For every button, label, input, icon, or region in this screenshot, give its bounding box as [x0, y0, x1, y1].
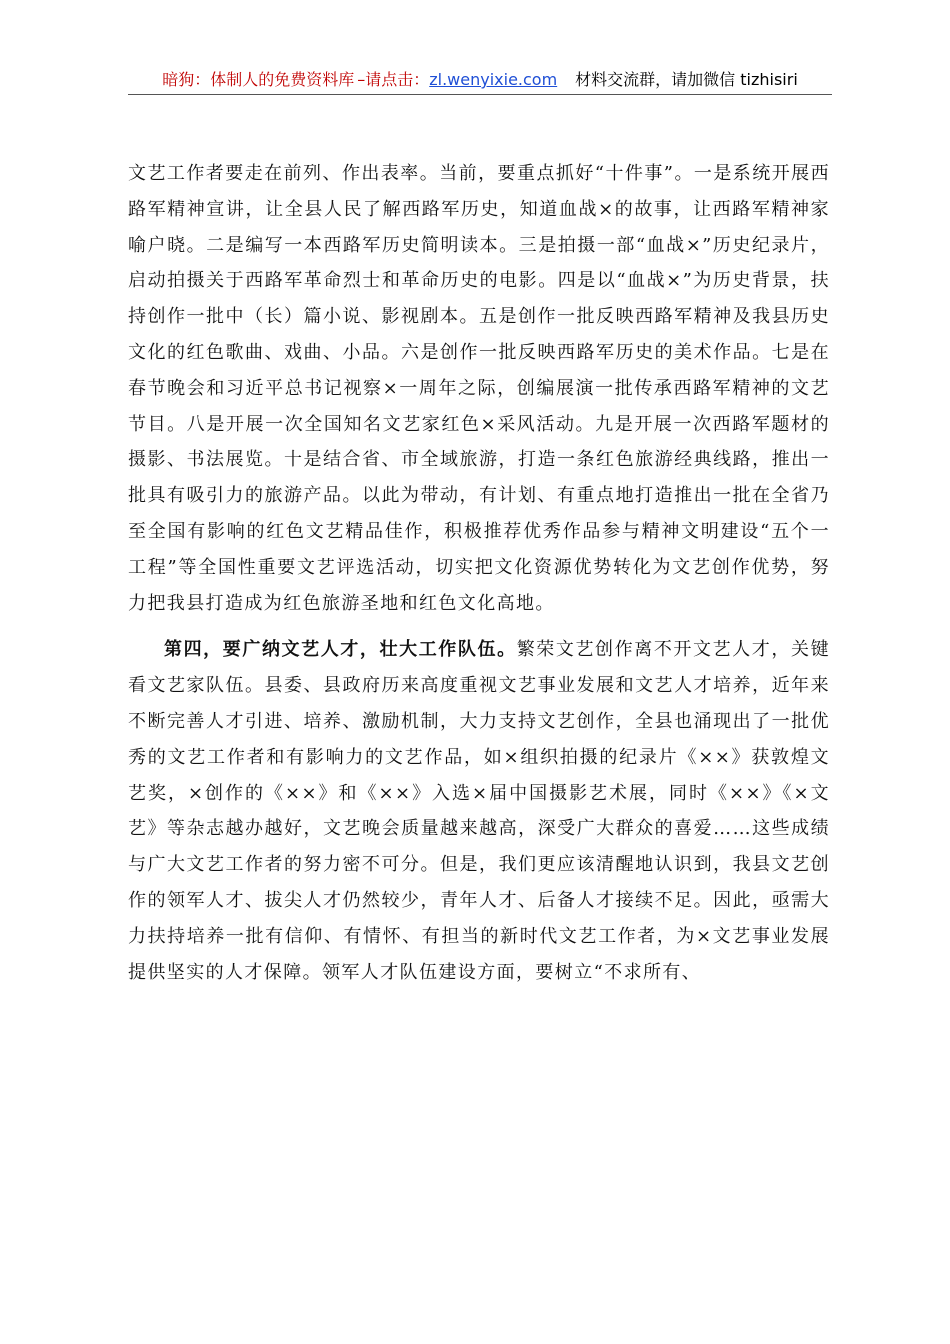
- paragraph-2: [128, 632, 830, 990]
- page-header: [128, 68, 832, 95]
- paragraph-2-lead: 第四，要广纳文艺人才，壮大工作队伍。: [164, 639, 517, 661]
- paragraph-2-body: 繁荣文艺创作离不开文艺人才，关键看文艺家队伍。县委、县政府历来高度重视文艺事业发展和文艺人才培养，近年来不断完善人才引进、培养、激励机制，大力支持文艺创作，全县也涌现出了一批优秀的文艺工作者和有影响力的文艺作品，如×组织拍摄的纪录片《××》获敦煌文艺奖，×创作的《××》和《××》入选×届中国摄影艺术展，同时《××》《×文艺》等杂志越办越好，文艺晚会质量越来越高，深受广大群众的喜爱……这些成绩与广大文艺工作者的努力密不可分。但是，我们更应该清醒地认识到，我县文艺创作的领军人才、拔尖人才仍然较少，青年人才、后备人才接续不足。因此，亟需大力扶持培养一批有信仰、有情怀、有担当的新时代文艺工作者，为×文艺事业发展提供坚实的人才保障。领军人才队伍建设方面，要树立“不求所有、: [128, 639, 830, 983]
- paragraph-1: 文艺工作者要走在前列、作出表率。当前，要重点抓好“十件事”。一是系统开展西路军精神宣讲，让全县人民了解西路军历史，知道血战×的故事，让西路军精神家喻户晓。二是编写一本西路军历史简明读本。三是拍摄一部“血战×”历史纪录片，启动拍摄关于西路军革命烈士和革命历史的电影。四是以“血战×”为历史背景，扶持创作一批中（长）篇小说、影视剧本。五是创作一批反映西路军精神及我县历史文化的红色歌曲、戏曲、小品。六是创作一批反映西路军历史的美术作品。七是在春节晚会和习近平总书记视察×一周年之际，创编展演一批传承西路军精神的文艺节目。八是开展一次全国知名文艺家红色×采风活动。九是开展一次西路军题材的摄影、书法展览。十是结合省、市全域旅游，打造一条红色旅游经典线路，推出一批具有吸引力的旅游产品。以此为带动，有计划、有重点地打造推出一批在全省乃至全国有影响的红色文艺精品佳作，积极推荐优秀作品参与精神文明建设“五个一工程”等全国性重要文艺评选活动，切实把文化资源优势转化为文艺创作优势，努力把我县打造成为红色旅游圣地和红色文化高地。: [128, 163, 830, 614]
- header-brand: 暗狗：体制人的免费资料库: [162, 70, 355, 89]
- header-click-prompt: –请点击：: [357, 70, 430, 89]
- header-wechat-note: 材料交流群，请加微信 tizhisiri: [575, 70, 798, 89]
- body-text: [128, 156, 830, 990]
- header-link[interactable]: zl.wenyixie.com: [429, 70, 558, 89]
